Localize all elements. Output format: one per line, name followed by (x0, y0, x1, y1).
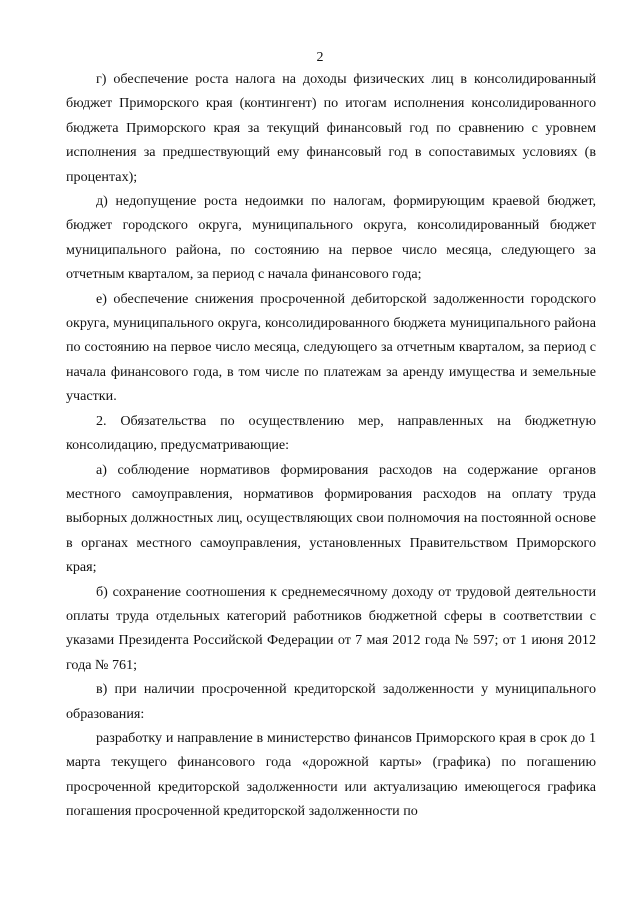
paragraph-2-obligations: 2. Обязательства по осуществлению мер, направленных на бюджетную консолидацию, предусматривающие: (66, 412, 596, 454)
paragraph-roadmap: разработку и направление в министерство финансов Приморского края в срок до 1 марта текущего финансового года «дорожной карты» (графика) по погашению просроченной кредиторской задолженности или актуализацию имеющегося графика погашения просроченной кредиторской задолженности по (66, 729, 596, 820)
paragraph-b-salary-ratio: б) сохранение соотношения к среднемесячному доходу от трудовой деятельности оплаты труда отдельных категорий работников бюджетной сферы в соответствии с указами Президента Российской Федерации от 7 мая 2012 года № 597; от 1 июня 2012 года № 761; (66, 583, 596, 673)
paragraph-d-tax-arrears: д) недопущение роста недоимки по налогам, формирующим краевой бюджет, бюджет городского округа, муниципального округа, консолидированный бюджет муниципального района, по состоянию на первое число месяца, следующего за отчетным кварталом, за период с начала финансового года; (66, 193, 596, 283)
paragraph-a-expense-norms: а) соблюдение нормативов формирования расходов на содержание органов местного самоуправления, нормативов формирования расходов на оплату труда выборных должностных лиц, осуществляющих свои полномочия на постоянной основе в органах местного самоуправления, установленных Правительством Приморского края; (66, 461, 596, 576)
paragraph-e-receivables: е) обеспечение снижения просроченной дебиторской задолженности городского округа, муниципального округа, консолидированного бюджета муниципального района по состоянию на первое число месяца, следующего за отчетным кварталом, за период с начала финансового года, в том числе по платежам за аренду имущества и земельные участки. (66, 290, 596, 405)
page-number: 2 (316, 50, 324, 65)
document-body (66, 67, 596, 824)
paragraph-v-payables: в) при наличии просроченной кредиторской задолженности у муниципального образования: (66, 681, 596, 722)
paragraph-g-income-tax: г) обеспечение роста налога на доходы физических лиц в консолидированный бюджет Приморского края (контингент) по итогам исполнения консолидированного бюджета Приморского края за текущий финансовый год по сравнению с уровнем исполнения за предшествующий ему финансовый год в сопоставимых условиях (в процентах); (66, 71, 596, 185)
